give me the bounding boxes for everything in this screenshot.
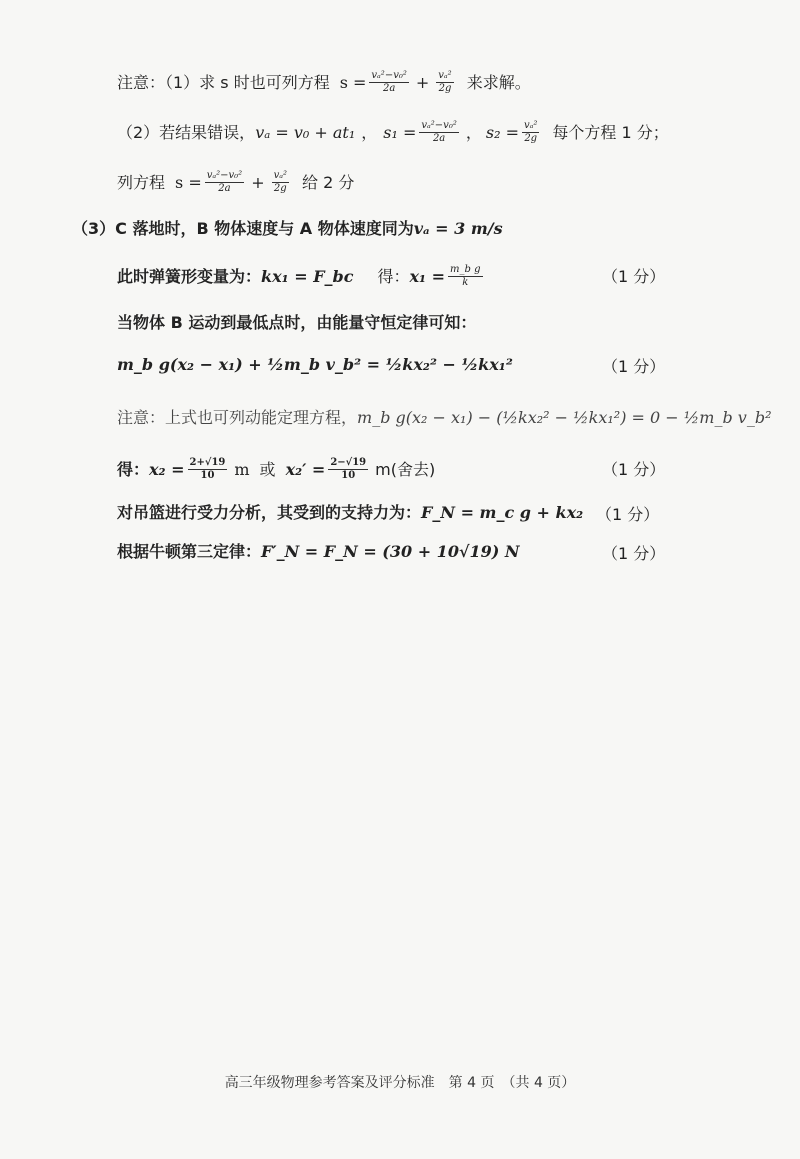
- part3-text: C 落地时，B 物体速度与 A 物体速度同为: [115, 219, 414, 238]
- step6-eq: F_N = m_c g + kx₂: [421, 503, 584, 522]
- note3-suffix: 给 2 分: [302, 172, 355, 192]
- step5-unit2: m(舍去): [375, 459, 436, 479]
- step4-prefix: 注意：上式也可列动能定理方程，: [117, 408, 358, 427]
- note2-eq3-frac: $\frac{\text{vₐ²}}{2g}$: [523, 120, 538, 144]
- step1-prefix: 此时弹簧形变量为：: [117, 266, 262, 286]
- step1-eq2-frac: $\frac{\text{m\_b g}}{k}$: [450, 264, 481, 288]
- note-line-3: 列方程 s = $\frac{\text{vₐ²−v₀²}}{2a}$ + $\frac{\text{vₐ²}}{2g}$ 给 2 分: [117, 170, 355, 194]
- note-line-1: [117, 70, 531, 95]
- step5-or: 或: [259, 459, 276, 479]
- note1-prefix: 注意：（1）求 s 时也可列方程: [117, 72, 330, 92]
- note2-sep: ，: [361, 122, 378, 142]
- note3-frac1: $\frac{\text{vₐ²−v₀²}}{2a}$: [206, 170, 243, 194]
- note2-eq2-lhs: s₁ =: [383, 122, 417, 142]
- step5-get: 得：: [117, 459, 150, 479]
- step5-x2p-lhs: x₂′ =: [285, 459, 326, 479]
- step1-eq2-lhs: x₁ =: [409, 266, 446, 286]
- note2-prefix: （2）若结果错误，: [117, 122, 256, 142]
- step7-eq: F′_N = F_N = (30 + 10√19) N: [261, 542, 520, 561]
- step1-line: [117, 264, 486, 289]
- step1-score: （1 分）: [602, 267, 666, 286]
- part3-heading: [72, 218, 503, 240]
- step3-line: [117, 354, 513, 376]
- step5-x2p-frac: $\frac{2-√19}{10}$: [330, 457, 367, 481]
- note3-lhs: s =: [175, 172, 202, 192]
- step5-score: （1 分）: [602, 460, 666, 479]
- note1-suffix: 来求解。: [466, 72, 531, 92]
- part3-label: （3）: [72, 219, 116, 238]
- step3-score: （1 分）: [602, 357, 666, 376]
- step1-eq: kx₁ = F_bc: [261, 266, 354, 286]
- note3-prefix: 列方程: [117, 172, 166, 192]
- step2-text: 当物体 B 运动到最低点时，由能量守恒定律可知：: [117, 313, 477, 332]
- note2-eq1: vₐ = v₀ + at₁: [255, 122, 356, 142]
- part3-eq: vₐ = 3 m/s: [413, 219, 503, 238]
- step7-score: （1 分）: [602, 544, 666, 563]
- note3-frac2: $\frac{\text{vₐ²}}{2g}$: [273, 170, 288, 194]
- note-line-2: （2）若结果错误， vₐ = v₀ + at₁ ， s₁ = $\frac{\text{vₐ²−v₀²}}{2a}$ ， s₂ = $\frac{\text{vₐ²}}{2g}$ 每个方程 1 分；: [117, 120, 669, 144]
- page-footer: 高三年级物理参考答案及评分标准 第 4 页 （共 4 页）: [224, 1075, 576, 1091]
- note1-lhs: s =: [339, 72, 367, 92]
- note2-eq2-frac: $\frac{\text{vₐ²−v₀²}}{2a}$: [421, 120, 457, 144]
- step5-x2-frac: $\frac{2+√19}{10}$: [189, 457, 226, 481]
- step1-get: 得：: [377, 266, 410, 286]
- step5-line: [117, 457, 435, 482]
- note2-suffix: 每个方程 1 分；: [552, 122, 669, 142]
- note1-frac1: $\frac{\text{vₐ²−v₀²}}{2a}$: [371, 70, 407, 94]
- step2-line: [117, 312, 476, 334]
- step7-prefix: 根据牛顿第三定律：: [117, 542, 262, 561]
- step5-x2-lhs: x₂ =: [149, 459, 185, 479]
- note1-frac2: $\frac{\text{vₐ²}}{2g}$: [438, 70, 452, 94]
- note2-eq3-lhs: s₂ =: [485, 122, 519, 142]
- step4-eq: m_b g(x₂ − x₁) − (½kx₂² − ½kx₁²) = 0 − ½m_b v_b²: [357, 408, 772, 427]
- step6-score: （1 分）: [596, 505, 660, 524]
- note1-plus: +: [415, 72, 430, 92]
- step6-line: [117, 502, 583, 524]
- step7-line: [117, 541, 520, 563]
- step3-eq: m_b g(x₂ − x₁) + ½m_b v_b² = ½kx₂² − ½kx₁²: [117, 355, 513, 374]
- step4-line: [117, 407, 771, 429]
- step6-prefix: 对吊篮进行受力分析，其受到的支持力为：: [117, 503, 422, 522]
- step5-unit: m: [234, 459, 250, 479]
